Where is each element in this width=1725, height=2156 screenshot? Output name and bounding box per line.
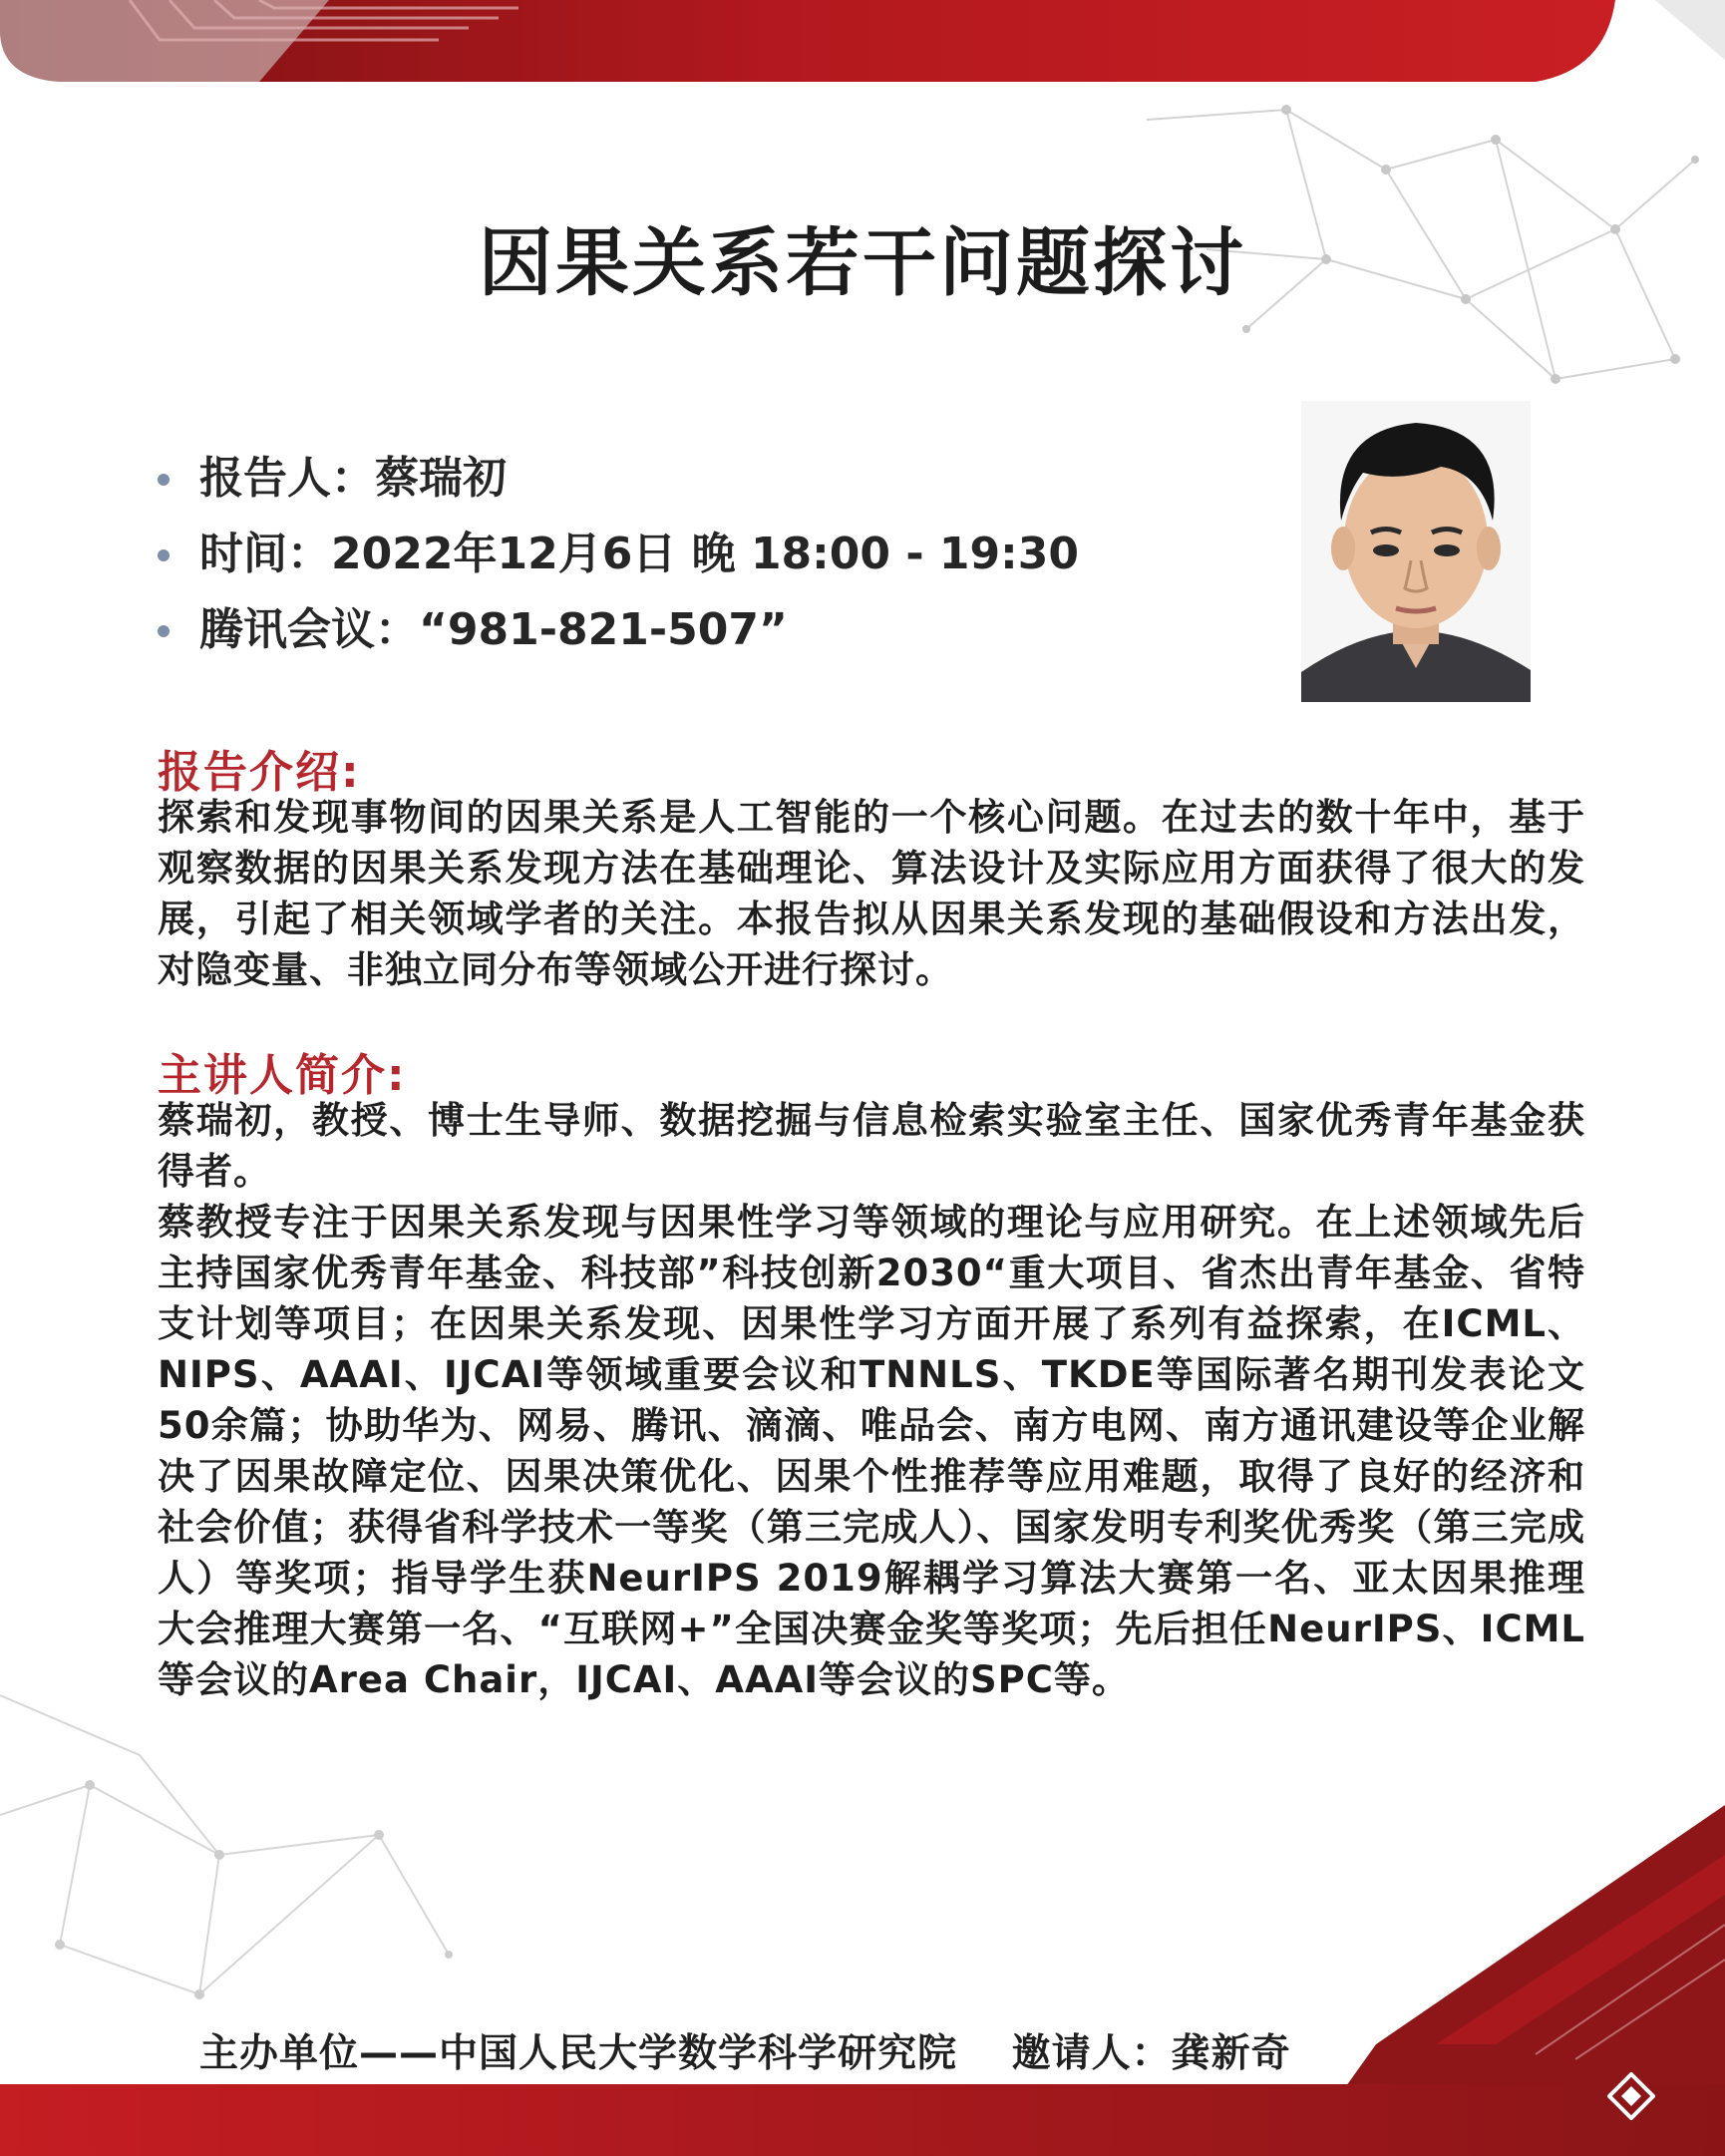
speaker-intro-heading: 主讲人简介: <box>158 1050 407 1101</box>
bottom-red-band <box>0 2084 1725 2156</box>
info-speaker-text: 报告人：蔡瑞初 <box>199 453 507 504</box>
diamond-logo-icon <box>1607 2072 1655 2120</box>
bullet-icon <box>158 625 170 637</box>
speaker-portrait <box>1301 401 1531 702</box>
report-intro-text: 探索和发现事物间的因果关系是人工智能的一个核心问题。在过去的数十年中，基于观察数据的因果关系发现方法在基础理论、算法设计及实际应用方面获得了很大的发展，引起了相关领域学者的关注。本报告拟从因果关系发现的基础假设和方法出发，对隐变量、非独立同分布等领域公开进行探讨。 <box>158 796 1585 991</box>
info-list <box>158 441 1079 668</box>
organizer-text: 主办单位——中国人民大学数学科学研究院 <box>199 2031 958 2076</box>
bullet-icon <box>158 549 170 561</box>
info-time <box>158 517 1079 592</box>
top-red-band <box>0 0 1725 82</box>
speaker-intro-paragraph-2: 蔡教授专注于因果关系发现与因果性学习等领域的理论与应用研究。在上述领域先后主持国家优秀青年基金、科技部”科技创新2030“重大项目、省杰出青年基金、省特支计划等项目；在因果关系发现、因果性学习方面开展了系列有益探索，在ICML、NIPS、AAAI、IJCAI等领域重要会议和TNNLS、TKDE等国际著名期刊发表论文50余篇；协助华为、网易、腾讯、滴滴、唯品会、南方电网、南方通讯建设等企业解决了因果故障定位、因果决策优化、因果个性推荐等应用难题，取得了良好的经济和社会价值；获得省科学技术一等奖（第三完成人）、国家发明专利奖优秀奖（第三完成人）等奖项；指导学生获NeurIPS 2019解耦学习算法大赛第一名、亚太因果推理大会推理大赛第一名、“互联网+”全国决赛金奖等奖项；先后担任NeurIPS、ICML等会议的Area Chair，IJCAI、AAAI等会议的SPC等。 <box>158 1201 1585 1701</box>
bullet-icon <box>158 474 170 486</box>
inviter-text: 邀请人：龚新奇 <box>1011 2031 1291 2076</box>
page-title: 因果关系若干问题探讨 <box>479 220 1246 306</box>
info-meeting-text: 腾讯会议：“981-821-507” <box>199 604 788 655</box>
info-time-text: 时间：2022年12月6日 晚 18:00 - 19:30 <box>199 529 1079 579</box>
footer <box>199 2022 1291 2078</box>
info-meeting <box>158 592 1079 668</box>
info-speaker <box>158 441 1079 517</box>
report-intro-heading: 报告介绍: <box>158 747 361 798</box>
speaker-intro-paragraph-1: 蔡瑞初，教授、博士生导师、数据挖掘与信息检索实验室主任、国家优秀青年基金获得者。 <box>158 1099 1585 1193</box>
network-lines-bottom <box>0 1695 449 1994</box>
